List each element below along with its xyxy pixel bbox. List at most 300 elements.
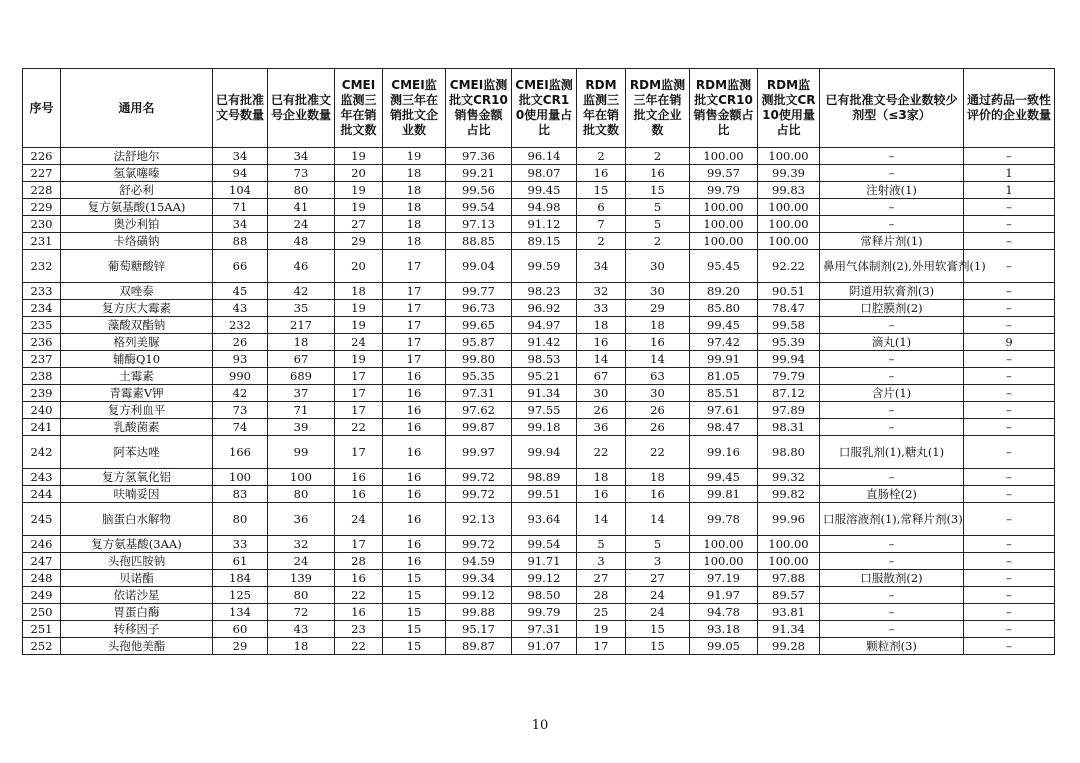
table-cell: 96.92	[512, 300, 577, 317]
table-cell: 99.87	[446, 419, 512, 436]
table-cell: 脑蛋白水解物	[61, 503, 213, 536]
table-cell: 93.81	[758, 604, 820, 621]
table-cell: 18	[383, 165, 446, 182]
table-cell: 99.72	[446, 536, 512, 553]
table-cell: 28	[577, 587, 626, 604]
table-cell: 18	[577, 469, 626, 486]
table-cell: 5	[626, 199, 690, 216]
table-cell: –	[964, 402, 1055, 419]
table-cell: 17	[335, 368, 383, 385]
table-cell: 口服溶液剂(1),常释片剂(3)	[820, 503, 964, 536]
column-header: RDM监测批文CR10销售金额占比	[690, 69, 758, 148]
table-cell: 73	[268, 165, 335, 182]
table-cell: 99.82	[758, 486, 820, 503]
table-cell: 依诺沙星	[61, 587, 213, 604]
table-cell: 98.07	[512, 165, 577, 182]
table-cell: 99.12	[446, 587, 512, 604]
table-cell: –	[964, 385, 1055, 402]
table-cell: 19	[383, 148, 446, 165]
table-cell: 17	[383, 334, 446, 351]
table-cell: 246	[23, 536, 61, 553]
table-cell: 99.16	[690, 436, 758, 469]
table-cell: 26	[577, 402, 626, 419]
table-cell: –	[820, 587, 964, 604]
table-cell: 95.21	[512, 368, 577, 385]
table-cell: 16	[335, 604, 383, 621]
table-cell: 贝诺酯	[61, 570, 213, 587]
table-cell: 99.81	[690, 486, 758, 503]
table-cell: 98.31	[758, 419, 820, 436]
table-cell: 19	[335, 148, 383, 165]
table-cell: 66	[213, 250, 268, 283]
table-cell: 常释片剂(1)	[820, 233, 964, 250]
table-cell: 98.50	[512, 587, 577, 604]
table-cell: 39	[268, 419, 335, 436]
table-cell: 125	[213, 587, 268, 604]
table-cell: 口服乳剂(1),糖丸(1)	[820, 436, 964, 469]
table-cell: 36	[268, 503, 335, 536]
table-cell: 92.22	[758, 250, 820, 283]
table-cell: 16	[626, 486, 690, 503]
table-cell: 42	[268, 283, 335, 300]
table-row	[23, 469, 1055, 486]
table-cell: –	[964, 553, 1055, 570]
table-cell: 16	[335, 469, 383, 486]
table-cell: 91.07	[512, 638, 577, 655]
table-cell: 16	[335, 486, 383, 503]
table-row	[23, 233, 1055, 250]
table-cell: 99.72	[446, 469, 512, 486]
table-cell: 17	[383, 317, 446, 334]
table-cell: 复方氨基酸(3AA)	[61, 536, 213, 553]
table-cell: –	[820, 148, 964, 165]
table-row	[23, 334, 1055, 351]
table-cell: 97.31	[446, 385, 512, 402]
table-cell: –	[964, 638, 1055, 655]
table-row	[23, 621, 1055, 638]
table-cell: 18	[577, 317, 626, 334]
table-cell: 88	[213, 233, 268, 250]
table-cell: 42	[213, 385, 268, 402]
table-cell: 46	[268, 250, 335, 283]
table-cell: 15	[383, 587, 446, 604]
table-cell: 100	[213, 469, 268, 486]
table-cell: 2	[626, 148, 690, 165]
table-cell: 95.39	[758, 334, 820, 351]
table-cell: –	[820, 368, 964, 385]
table-cell: 100	[268, 469, 335, 486]
table-cell: 236	[23, 334, 61, 351]
table-cell: 99.83	[758, 182, 820, 199]
table-cell: 22	[335, 419, 383, 436]
table-row	[23, 553, 1055, 570]
table-cell: 24	[268, 553, 335, 570]
table-cell: –	[964, 436, 1055, 469]
table-cell: 16	[383, 419, 446, 436]
table-cell: 71	[213, 199, 268, 216]
table-cell: 95.17	[446, 621, 512, 638]
table-cell: 18	[383, 182, 446, 199]
column-header: CMEI监测批文CR10销售金额占比	[446, 69, 512, 148]
table-row	[23, 385, 1055, 402]
table-cell: 2	[577, 233, 626, 250]
table-cell: 74	[213, 419, 268, 436]
table-cell: 99.94	[758, 351, 820, 368]
table-cell: 91.71	[512, 553, 577, 570]
table-cell: 青霉素V钾	[61, 385, 213, 402]
table-cell: 97.31	[512, 621, 577, 638]
table-cell: 转移因子	[61, 621, 213, 638]
table-cell: 17	[335, 536, 383, 553]
table-cell: 71	[268, 402, 335, 419]
table-cell: 22	[335, 587, 383, 604]
table-cell: –	[820, 621, 964, 638]
table-cell: 91.97	[690, 587, 758, 604]
table-cell: 氢氯噻嗪	[61, 165, 213, 182]
table-cell: 34	[213, 148, 268, 165]
table-cell: 990	[213, 368, 268, 385]
table-cell: 247	[23, 553, 61, 570]
table-row	[23, 199, 1055, 216]
table-cell: 3	[626, 553, 690, 570]
table-cell: 复方氢氧化铝	[61, 469, 213, 486]
table-cell: 99.04	[446, 250, 512, 283]
table-cell: 99.18	[512, 419, 577, 436]
table-cell: –	[820, 402, 964, 419]
table-cell: 14	[577, 351, 626, 368]
table-cell: 头孢他美酯	[61, 638, 213, 655]
table-cell: 17	[383, 300, 446, 317]
column-header: CMEI监测批文CR10使用量占比	[512, 69, 577, 148]
table-cell: 5	[577, 536, 626, 553]
table-cell: 233	[23, 283, 61, 300]
table-cell: –	[964, 621, 1055, 638]
table-row	[23, 165, 1055, 182]
table-cell: 15	[577, 182, 626, 199]
table-cell: 25	[577, 604, 626, 621]
table-cell: 18	[383, 216, 446, 233]
table-cell: 91.12	[512, 216, 577, 233]
table-cell: 91.34	[512, 385, 577, 402]
table-cell: 83	[213, 486, 268, 503]
table-cell: 33	[213, 536, 268, 553]
table-cell: 23	[335, 621, 383, 638]
table-cell: 90.51	[758, 283, 820, 300]
table-cell: 232	[213, 317, 268, 334]
table-cell: 93	[213, 351, 268, 368]
table-cell: 17	[335, 436, 383, 469]
table-cell: 134	[213, 604, 268, 621]
table-cell: 80	[268, 182, 335, 199]
table-cell: 99.91	[690, 351, 758, 368]
table-cell: 248	[23, 570, 61, 587]
table-cell: 舒必利	[61, 182, 213, 199]
table-cell: –	[964, 486, 1055, 503]
table-cell: 100.00	[758, 553, 820, 570]
table-cell: 含片(1)	[820, 385, 964, 402]
table-cell: –	[964, 351, 1055, 368]
table-cell: 18	[268, 638, 335, 655]
table-cell: 80	[268, 486, 335, 503]
table-cell: 19	[335, 199, 383, 216]
table-cell: 16	[335, 570, 383, 587]
table-row	[23, 503, 1055, 536]
table-cell: 99.21	[446, 165, 512, 182]
table-cell: 94.59	[446, 553, 512, 570]
table-cell: –	[964, 536, 1055, 553]
column-header: 序号	[23, 69, 61, 148]
table-cell: –	[964, 148, 1055, 165]
table-cell: 99.51	[512, 486, 577, 503]
table-row	[23, 317, 1055, 334]
table-cell: –	[964, 283, 1055, 300]
table-cell: 100.00	[758, 536, 820, 553]
table-cell: 33	[577, 300, 626, 317]
table-cell: 98.89	[512, 469, 577, 486]
table-cell: 22	[577, 436, 626, 469]
page-number: 10	[531, 718, 549, 733]
table-cell: 99.54	[512, 536, 577, 553]
table-cell: 97.19	[690, 570, 758, 587]
column-header: 通用名	[61, 69, 213, 148]
table-cell: –	[820, 469, 964, 486]
table-cell: 88.85	[446, 233, 512, 250]
table-cell: 29	[213, 638, 268, 655]
table-cell: 16	[626, 165, 690, 182]
table-cell: 30	[626, 385, 690, 402]
table-cell: 17	[383, 250, 446, 283]
table-cell: –	[964, 250, 1055, 283]
table-cell: 16	[577, 165, 626, 182]
table-cell: 16	[383, 469, 446, 486]
table-cell: 97.42	[690, 334, 758, 351]
table-cell: –	[820, 604, 964, 621]
table-cell: 244	[23, 486, 61, 503]
table-row	[23, 436, 1055, 469]
table-cell: 17	[335, 385, 383, 402]
table-cell: 67	[268, 351, 335, 368]
table-cell: 9	[964, 334, 1055, 351]
table-cell: –	[964, 216, 1055, 233]
table-row	[23, 300, 1055, 317]
table-cell: 97.88	[758, 570, 820, 587]
table-cell: 阿苯达唑	[61, 436, 213, 469]
table-cell: 79.79	[758, 368, 820, 385]
table-cell: 97.13	[446, 216, 512, 233]
table-cell: 30	[626, 283, 690, 300]
table-cell: 93.64	[512, 503, 577, 536]
table-cell: 5	[626, 216, 690, 233]
table-cell: 250	[23, 604, 61, 621]
table-cell: 5	[626, 536, 690, 553]
table-cell: 184	[213, 570, 268, 587]
table-cell: –	[964, 604, 1055, 621]
table-cell: 99.56	[446, 182, 512, 199]
table-cell: 100.00	[758, 233, 820, 250]
table-row	[23, 182, 1055, 199]
table-cell: 97.62	[446, 402, 512, 419]
table-cell: 99.32	[758, 469, 820, 486]
table-cell: 99.57	[690, 165, 758, 182]
table-cell: 94.98	[512, 199, 577, 216]
table-cell: 辅酶Q10	[61, 351, 213, 368]
table-cell: 45	[213, 283, 268, 300]
table-cell: 19	[577, 621, 626, 638]
table-cell: 92.13	[446, 503, 512, 536]
table-cell: –	[820, 351, 964, 368]
table-cell: 242	[23, 436, 61, 469]
table-cell: 91.42	[512, 334, 577, 351]
table-cell: 14	[626, 351, 690, 368]
table-cell: 232	[23, 250, 61, 283]
table-cell: 99.94	[512, 436, 577, 469]
table-cell: 1	[964, 165, 1055, 182]
table-row	[23, 604, 1055, 621]
table-cell: 229	[23, 199, 61, 216]
column-header: RDM监测三年在销批文数	[577, 69, 626, 148]
table-cell: 100.00	[690, 233, 758, 250]
column-header: 已有批准文号数量	[213, 69, 268, 148]
table-cell: 104	[213, 182, 268, 199]
table-cell: 2	[577, 148, 626, 165]
table-cell: 99.45	[690, 317, 758, 334]
table-cell: 80	[268, 587, 335, 604]
table-cell: 19	[335, 351, 383, 368]
table-row	[23, 536, 1055, 553]
table-cell: 96.73	[446, 300, 512, 317]
table-cell: –	[820, 216, 964, 233]
table-cell: 30	[577, 385, 626, 402]
table-cell: 24	[335, 503, 383, 536]
table-cell: 16	[383, 436, 446, 469]
table-cell: 16	[383, 385, 446, 402]
table-cell: 99.12	[512, 570, 577, 587]
table-cell: 41	[268, 199, 335, 216]
table-cell: 26	[626, 402, 690, 419]
table-cell: 96.14	[512, 148, 577, 165]
table-cell: 16	[383, 536, 446, 553]
table-cell: 19	[335, 300, 383, 317]
table-cell: 17	[335, 402, 383, 419]
table-cell: –	[964, 469, 1055, 486]
table-row	[23, 587, 1055, 604]
table-cell: 100.00	[758, 216, 820, 233]
table-cell: 32	[577, 283, 626, 300]
table-cell: 20	[335, 250, 383, 283]
table-cell: –	[820, 419, 964, 436]
table-cell: 237	[23, 351, 61, 368]
table-cell: 98.53	[512, 351, 577, 368]
table-cell: –	[964, 300, 1055, 317]
table-cell: 16	[383, 553, 446, 570]
table-cell: 26	[626, 419, 690, 436]
table-cell: 呋喃妥因	[61, 486, 213, 503]
table-cell: 29	[335, 233, 383, 250]
table-cell: 99.45	[690, 469, 758, 486]
table-cell: 95.35	[446, 368, 512, 385]
table-cell: 99.72	[446, 486, 512, 503]
table-cell: 100.00	[690, 553, 758, 570]
table-cell: 34	[577, 250, 626, 283]
table-cell: 17	[383, 283, 446, 300]
table-cell: 18	[383, 233, 446, 250]
table-cell: 63	[626, 368, 690, 385]
table-cell: 16	[383, 402, 446, 419]
table-cell: 99.96	[758, 503, 820, 536]
table-cell: 89.87	[446, 638, 512, 655]
table-row	[23, 148, 1055, 165]
table-cell: 20	[335, 165, 383, 182]
table-row	[23, 351, 1055, 368]
table-cell: 注射液(1)	[820, 182, 964, 199]
table-cell: 99.79	[512, 604, 577, 621]
table-cell: 17	[577, 638, 626, 655]
table-cell: 乳酸菌素	[61, 419, 213, 436]
table-cell: 17	[383, 351, 446, 368]
table-cell: 34	[268, 148, 335, 165]
table-cell: 249	[23, 587, 61, 604]
table-cell: 231	[23, 233, 61, 250]
table-row	[23, 216, 1055, 233]
table-cell: 双唑泰	[61, 283, 213, 300]
table-cell: 166	[213, 436, 268, 469]
table-cell: 228	[23, 182, 61, 199]
drug-data-table	[22, 68, 1055, 655]
table-cell: 243	[23, 469, 61, 486]
table-cell: 43	[268, 621, 335, 638]
table-cell: 15	[626, 638, 690, 655]
table-cell: 15	[383, 621, 446, 638]
table-cell: 15	[383, 604, 446, 621]
table-cell: 100.00	[690, 216, 758, 233]
table-cell: 头孢匹胺钠	[61, 553, 213, 570]
table-cell: 230	[23, 216, 61, 233]
table-cell: 土霉素	[61, 368, 213, 385]
table-cell: 97.55	[512, 402, 577, 419]
table-row	[23, 402, 1055, 419]
table-cell: 226	[23, 148, 61, 165]
table-cell: 60	[213, 621, 268, 638]
table-cell: 61	[213, 553, 268, 570]
table-cell: 7	[577, 216, 626, 233]
table-cell: 27	[626, 570, 690, 587]
table-cell: 67	[577, 368, 626, 385]
table-cell: 100.00	[758, 148, 820, 165]
table-cell: 14	[577, 503, 626, 536]
table-cell: 30	[626, 250, 690, 283]
table-cell: –	[964, 368, 1055, 385]
table-cell: 89.57	[758, 587, 820, 604]
table-cell: 口服散剂(2)	[820, 570, 964, 587]
table-cell: 19	[335, 182, 383, 199]
table-cell: –	[964, 570, 1055, 587]
table-cell: 16	[577, 334, 626, 351]
table-cell: 99.97	[446, 436, 512, 469]
table-cell: 80	[213, 503, 268, 536]
table-cell: 89.15	[512, 233, 577, 250]
table-cell: 22	[626, 436, 690, 469]
table-cell: 35	[268, 300, 335, 317]
table-cell: 99.05	[690, 638, 758, 655]
table-cell: 15	[626, 182, 690, 199]
table-cell: –	[964, 503, 1055, 536]
table-cell: 99	[268, 436, 335, 469]
table-cell: 78.47	[758, 300, 820, 317]
table-cell: 18	[335, 283, 383, 300]
table-cell: 24	[626, 604, 690, 621]
table-cell: 94.78	[690, 604, 758, 621]
table-cell: 27	[577, 570, 626, 587]
